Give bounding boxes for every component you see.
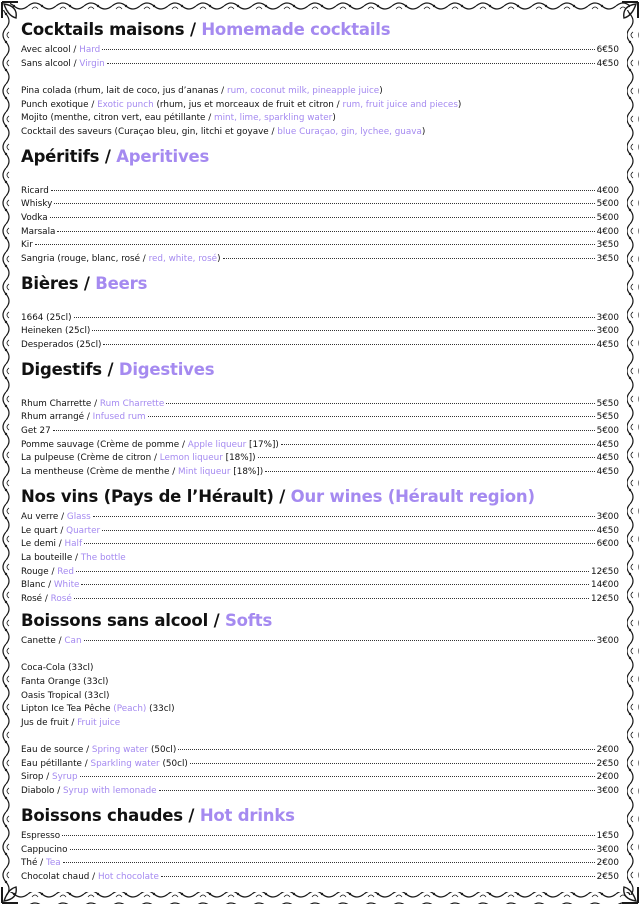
item-fr: Cocktail des saveurs (Curaçao bleu, gin, litchi et goyave [21,126,269,137]
item-price: 3€50 [596,240,619,251]
leader-dots [54,203,594,204]
item-en: rum, coconut milk, pineapple juice [226,85,380,96]
section-beers [21,274,619,353]
item-en: Fruit juice [77,717,121,728]
item-en: Infused rum [92,412,146,423]
item-en: Mint liqueur [177,466,231,477]
menu-row: Eau de source / Spring water (50cl) 2€00 [21,744,619,758]
item-fr: Eau pétillante [21,758,82,769]
section-hot-drinks [21,806,619,885]
menu-row: Le quart / Quarter 4€50 [21,525,619,539]
item-fr: Lipton Ice Tea Pêche [21,704,111,715]
item-en: Sparkling water [90,758,160,769]
item-fr: Vodka [21,212,48,223]
section-cocktails [21,20,619,139]
item-en: Hot chocolate [97,871,159,882]
leader-dots [103,344,594,345]
item-en: Lemon liqueur [159,453,223,464]
title-fr: Digestifs [21,360,102,379]
item-price: 14€00 [591,580,619,591]
item-fr: 1664 (25cl) [21,312,72,323]
title-en: Hot drinks [199,806,295,825]
section-digestives [21,360,619,479]
menu-row: Mojito (menthe, citron vert, eau pétillante / mint, lime, sparkling water) [21,113,336,124]
menu-row: Chocolat chaud / Hot chocolate 2€50 [21,871,619,885]
item-price: 4€00 [596,226,619,237]
item-en: Quarter [66,525,101,536]
leader-dots [92,330,594,331]
item-suffix: (50cl) [150,745,177,756]
title-fr: Boissons sans alcool [21,611,209,630]
menu-row: Sans alcool / Virgin 4€50 [21,58,619,72]
item-fr: Avec alcool [21,45,71,55]
menu-row [21,185,619,199]
title-en: Beers [95,274,148,293]
item-en: Syrup [51,772,78,783]
item-price: 12€50 [591,593,619,604]
item-price: 2€50 [596,871,619,882]
leader-dots [161,876,595,877]
item-price: 5€00 [596,212,619,223]
menu-row: Cocktail des saveurs (Curaçao bleu, gin, litchi et goyave / blue Curaçao, gin, lychee, guava) [21,126,426,137]
item-fr: La bouteille [21,552,73,563]
item-fr: Rhum arrangé [21,412,85,423]
item-en: Can [64,636,82,646]
title-en: Our wines (Hérault region) [290,487,535,506]
item-en: Syrup with lemonade [62,786,157,797]
item-price: 3€50 [596,253,619,264]
item-fr: Eau de source [21,745,84,756]
item-fr: Oasis Tropical (33cl) [21,690,110,701]
menu-row [21,690,619,704]
menu-row [21,212,619,226]
item-en: Exotic punch [97,99,154,110]
menu-row: Le demi / Half 6€00 [21,538,619,552]
leader-dots [74,598,589,599]
leader-dots [35,244,595,245]
item-en: White [53,580,80,591]
item-price: 5€50 [596,398,619,409]
item-price: 5€00 [596,199,619,210]
leader-dots [148,416,595,417]
leader-dots [51,190,595,191]
leader-dots [178,749,594,750]
item-fr: Mojito (menthe, citron vert, eau pétillante [21,113,206,124]
item-en: Rum Charrette [99,398,165,409]
section-title: Boissons chaudes / Hot drinks [21,806,295,825]
menu-row: Rouge / Red 12€50 [21,566,619,580]
item-suffix: [18%]) [225,453,256,464]
item-en: Glass [66,512,91,522]
item-fr: Kir [21,240,33,251]
item-en: Spring water [91,745,149,756]
item-price: 3€00 [596,844,619,855]
menu-row: Diabolo / Syrup with lemonade 3€00 [21,785,619,799]
menu-row: Punch exotique / Exotic punch (rhum, jus et morceaux de fruit et citron / rum, fruit juice and pieces) [21,99,462,110]
item-price: 2€00 [596,772,619,783]
menu-row: Rosé / Rosé 12€50 [21,593,619,607]
item-fr: Au verre [21,512,59,522]
title-en: Digestives [118,360,215,379]
section-aperitifs [21,147,619,266]
leader-dots [63,862,595,863]
item-price: 3€00 [596,312,619,323]
leader-dots [102,49,594,50]
item-price: 6€00 [596,539,619,550]
item-fr-detail: (rhum, jus et morceaux de fruit et citron [156,99,334,110]
menu-row: Sirop / Syrup 2€00 [21,771,619,785]
item-fr: Le demi [21,539,56,550]
menu-row [21,312,619,326]
item-suffix: [18%]) [233,466,264,477]
leader-dots [53,430,595,431]
item-fr: Coca-Cola (33cl) [21,663,94,674]
item-fr: La mentheuse (Crème de menthe [21,466,170,477]
item-price: 6€50 [596,45,619,55]
item-en: Half [64,539,83,550]
item-price: 3€00 [596,786,619,797]
item-fr: Blanc [21,580,46,591]
item-en: Rosé [50,593,72,604]
item-price: 2€50 [596,758,619,769]
leader-dots [159,790,595,791]
item-fr: Sans alcool [21,58,71,69]
leader-dots [74,317,595,318]
item-fr: Jus de fruit [21,717,69,728]
item-en: The bottle [80,552,126,563]
menu-row: La pulpeuse (Crème de citron / Lemon liqueur [18%]) 4€50 [21,452,619,466]
item-price: 5€50 [596,412,619,423]
menu-row: Avec alcool / Hard 6€50 [21,44,619,58]
leader-dots [80,776,595,777]
leader-dots [223,258,595,259]
section-title: Digestifs / Digestives [21,360,215,379]
item-price: 3€00 [596,512,619,522]
item-en: Apple liqueur [187,439,247,450]
leader-dots [107,63,595,64]
item-fr: Rouge [21,566,49,577]
item-suffix: (50cl) [162,758,188,769]
leader-dots [102,530,594,531]
menu-row [21,844,619,858]
leader-dots [265,471,594,472]
section-title: Boissons sans alcool / Softs [21,611,273,630]
menu-row: Eau pétillante / Sparkling water (50cl) 2€50 [21,758,619,772]
leader-dots [70,849,595,850]
item-fr: Rhum Charrette [21,398,92,409]
menu-row: Sangria (rouge, blanc, rosé / red, white, rosé) 3€50 [21,253,619,267]
item-fr: Sangria (rouge, blanc, rosé [21,253,141,264]
title-fr: Cocktails maisons [21,20,185,39]
item-en: Hard [79,45,101,55]
item-en: Virgin [79,58,105,69]
item-price: 2€00 [596,745,619,756]
menu-row: La bouteille / The bottle [21,552,126,563]
item-fr: Canette [21,636,56,646]
section-title: Apéritifs / Aperitives [21,147,210,166]
item-fr: Diabolo [21,786,55,797]
item-fr: Desperados (25cl) [21,339,102,350]
item-price: 4€50 [596,525,619,536]
item-price: 12€50 [591,566,619,577]
item-en: mint, lime, sparkling water [214,113,333,124]
item-en-detail: rum, fruit juice and pieces [342,99,458,110]
leader-dots [84,543,595,544]
leader-dots [81,584,589,585]
leader-dots [281,444,595,445]
menu-row: Jus de fruit / Fruit juice [21,717,121,728]
menu-content [21,0,619,905]
item-fr: Pina colada (rhum, lait de coco, jus d’ananas [21,85,219,96]
leader-dots [62,835,595,836]
menu-row [21,830,619,844]
item-price: 5€00 [596,425,619,436]
leader-dots [258,457,595,458]
menu-row [21,339,619,353]
menu-row [21,198,619,212]
menu-row [21,425,619,439]
item-fr: Chocolat chaud [21,871,90,882]
item-fr: Marsala [21,226,56,237]
title-en: Homemade cocktails [201,20,391,39]
menu-row: Rhum arrangé / Infused rum 5€50 [21,411,619,425]
menu-row [21,662,619,676]
section-wines [21,487,619,606]
title-fr: Nos vins (Pays de l’Hérault) [21,487,274,506]
menu-row: Canette / Can 3€00 [21,635,619,649]
leader-dots [50,217,595,218]
menu-row: La mentheuse (Crème de menthe / Mint liqueur [18%]) 4€50 [21,466,619,480]
item-fr: Pomme sauvage (Crème de pomme [21,439,180,450]
item-price: 3€00 [596,636,619,646]
menu-row: Au verre / Glass 3€00 [21,511,619,525]
item-suffix: (33cl) [149,704,175,715]
section-title: Nos vins (Pays de l’Hérault) / Our wines (Hérault region) [21,487,535,506]
leader-dots [190,763,595,764]
menu-row: Rhum Charrette / Rum Charrette 5€50 [21,398,619,412]
item-fr: Espresso [21,831,61,841]
menu-row: Thé / Tea 2€00 [21,857,619,871]
title-fr: Boissons chaudes [21,806,183,825]
menu-row [21,226,619,240]
leader-dots [76,571,589,572]
item-en: Red [57,566,74,577]
menu-row [21,676,619,690]
item-fr: Le quart [21,525,58,536]
title-fr: Bières [21,274,79,293]
item-fr: Punch exotique [21,99,89,110]
section-title: Cocktails maisons / Homemade cocktails [21,20,391,39]
item-price: 4€50 [596,466,619,477]
menu-row: Pina colada (rhum, lait de coco, jus d’ananas / rum, coconut milk, pineapple juice) [21,85,383,96]
item-fr: Heineken (25cl) [21,326,91,337]
menu-row [21,325,619,339]
leader-dots [166,403,594,404]
title-en: Aperitives [116,147,210,166]
leader-dots [93,516,595,517]
item-price: 1€50 [596,831,619,841]
title-en: Softs [224,611,273,630]
menu-row: Blanc / White 14€00 [21,579,619,593]
item-price: 4€50 [596,439,619,450]
item-price: 4€50 [596,339,619,350]
item-fr: Fanta Orange (33cl) [21,676,109,687]
menu-row [21,239,619,253]
item-en: Tea [45,858,61,869]
item-fr: Get 27 [21,425,51,436]
item-suffix: [17%]) [249,439,279,450]
title-fr: Apéritifs [21,147,100,166]
leader-dots [57,231,594,232]
item-fr: Ricard [21,185,49,196]
item-price: 3€00 [596,326,619,337]
item-price: 4€50 [596,453,619,464]
item-en: (Peach) [113,704,147,715]
item-fr: La pulpeuse (Crème de citron [21,453,152,464]
item-fr: Thé [21,858,38,869]
section-softs [21,611,619,799]
menu-row: Pomme sauvage (Crème de pomme / Apple liqueur [17%]) 4€50 [21,439,619,453]
menu-row [21,703,619,717]
leader-dots [84,640,595,641]
item-price: 4€50 [596,58,619,69]
item-fr: Cappucino [21,844,68,855]
item-en: blue Curaçao, gin, lychee, guava [277,126,422,137]
item-price: 2€00 [596,858,619,869]
item-fr: Rosé [21,593,43,604]
item-fr: Sirop [21,772,44,783]
item-fr: Whisky [21,199,53,210]
item-price: 4€00 [596,185,619,196]
item-en: red, white, rosé [148,253,218,264]
section-title: Bières / Beers [21,274,148,293]
